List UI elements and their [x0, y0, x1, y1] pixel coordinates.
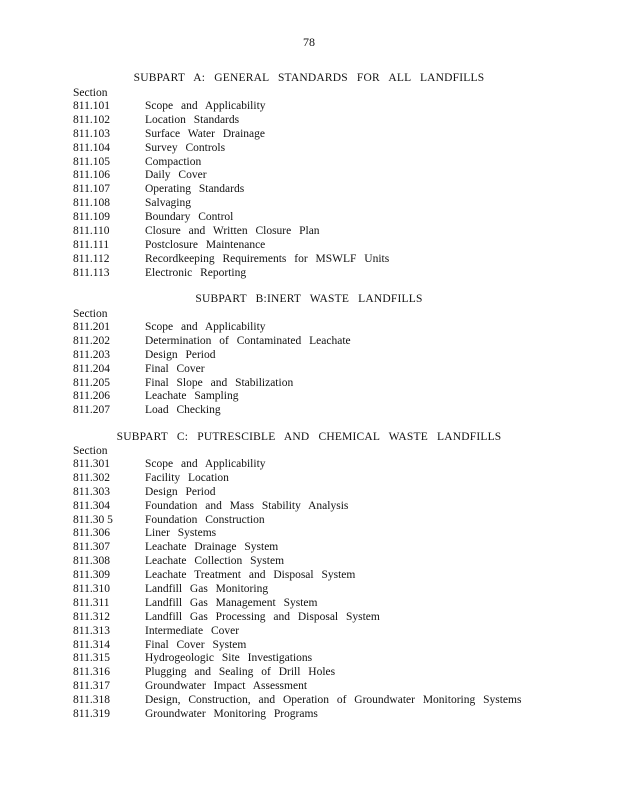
toc-entry: [73, 472, 521, 486]
section-number: 811.307: [73, 541, 110, 554]
toc-entry: [73, 597, 521, 611]
section-title: Foundation Construction: [145, 513, 265, 526]
section-title: Determination of Contaminated Leachate: [145, 334, 351, 347]
toc-entry: [73, 458, 521, 472]
section-title: Recordkeeping Requirements for MSWLF Units: [145, 252, 390, 265]
section-number: 811.311: [73, 596, 110, 609]
section-title: Intermediate Cover: [145, 624, 240, 637]
section-title: Plugging and Sealing of Drill Holes: [145, 666, 336, 679]
subpart-c-entries: [73, 458, 521, 722]
section-number: 811.201: [73, 321, 110, 333]
section-title: Groundwater Monitoring Programs: [145, 708, 318, 721]
section-number: 811.105: [73, 155, 110, 168]
toc-entry: [73, 225, 389, 239]
toc-entry: [73, 142, 389, 156]
section-number: 811.309: [73, 569, 110, 582]
section-number: 811.315: [73, 652, 110, 665]
section-title: Landfill Gas Monitoring: [145, 583, 269, 596]
section-number: 811.104: [73, 141, 110, 154]
section-number: 811.316: [73, 666, 110, 679]
toc-entry: [73, 183, 389, 197]
section-title: Hydrogeologic Site Investigations: [145, 652, 313, 665]
section-number: 811.207: [73, 404, 110, 417]
section-title: Facility Location: [145, 471, 229, 484]
toc-entry: [73, 625, 521, 639]
section-number: 811.306: [73, 527, 110, 540]
section-number: 811.111: [73, 238, 110, 251]
toc-entry: [73, 500, 521, 514]
section-title: Location Standards: [145, 113, 240, 126]
section-title: Leachate Treatment and Disposal System: [145, 569, 356, 582]
subpart-a-title: SUBPART A: GENERAL STANDARDS FOR ALL LANDFILLS: [133, 72, 485, 84]
toc-entry: [73, 514, 521, 528]
subpart-c-title: SUBPART C: PUTRESCIBLE AND CHEMICAL WASTE LANDFILLS: [116, 431, 502, 443]
section-number: 811.30 5: [73, 513, 113, 526]
section-number: 811.312: [73, 610, 110, 623]
subpart-a-section-label: Section: [73, 87, 108, 99]
section-number: 811.314: [73, 638, 110, 651]
section-number: 811.303: [73, 485, 110, 498]
section-number: 811.109: [73, 211, 110, 224]
section-number: 811.203: [73, 348, 110, 361]
toc-entry: [73, 267, 389, 281]
section-title: Final Cover: [145, 362, 205, 375]
section-number: 811.204: [73, 362, 110, 375]
section-title: Boundary Control: [145, 211, 234, 224]
section-title: Landfill Gas Management System: [145, 596, 318, 609]
subpart-b-entries: [73, 321, 351, 418]
toc-entry: [73, 486, 521, 500]
subpart-c-section-label: Section: [73, 445, 108, 457]
section-title: Final Slope and Stabilization: [145, 376, 294, 389]
section-title: Compaction: [145, 155, 202, 168]
toc-entry: [73, 583, 521, 597]
section-title: Scope and Applicability: [145, 321, 266, 333]
toc-entry: [73, 363, 351, 377]
section-title: Load Checking: [145, 404, 221, 417]
section-title: Daily Cover: [145, 169, 207, 182]
section-title: Postclosure Maintenance: [145, 238, 266, 251]
toc-entry: [73, 569, 521, 583]
section-title: Operating Standards: [145, 183, 245, 196]
toc-entry: [73, 169, 389, 183]
subpart-a-entries: [73, 100, 389, 281]
section-title: Design Period: [145, 348, 216, 361]
toc-entry: [73, 639, 521, 653]
section-title: Design, Construction, and Operation of Groundwater Monitoring Systems: [145, 694, 522, 707]
section-title: Landfill Gas Processing and Disposal System: [145, 610, 380, 623]
section-title: Salvaging: [145, 197, 191, 210]
section-title: Closure and Written Closure Plan: [145, 225, 320, 238]
section-title: Surface Water Drainage: [145, 127, 265, 140]
section-number: 811.206: [73, 390, 110, 403]
toc-entry: [73, 527, 521, 541]
section-number: 811.103: [73, 127, 110, 140]
toc-entry: [73, 708, 521, 722]
toc-entry: [73, 239, 389, 253]
section-title: Final Cover System: [145, 638, 247, 651]
section-title: Survey Controls: [145, 141, 226, 154]
section-number: 811.318: [73, 694, 110, 707]
section-number: 811.112: [73, 252, 110, 265]
section-number: 811.304: [73, 499, 110, 512]
toc-entry: [73, 349, 351, 363]
section-title: Scope and Applicability: [145, 100, 266, 112]
toc-entry: [73, 555, 521, 569]
toc-entry: [73, 114, 389, 128]
section-title: Scope and Applicability: [145, 458, 266, 470]
section-number: 811.106: [73, 169, 110, 182]
section-number: 811.302: [73, 471, 110, 484]
toc-entry: [73, 335, 351, 349]
toc-entry: [73, 666, 521, 680]
toc-entry: [73, 128, 389, 142]
toc-entry: [73, 211, 389, 225]
section-number: 811.317: [73, 680, 110, 693]
section-title: Leachate Sampling: [145, 390, 239, 403]
page-number: 78: [303, 35, 315, 49]
subpart-b-title: SUBPART B:INERT WASTE LANDFILLS: [195, 293, 423, 305]
section-number: 811.301: [73, 458, 110, 470]
section-title: Liner Systems: [145, 527, 217, 540]
section-title: Design Period: [145, 485, 216, 498]
section-number: 811.313: [73, 624, 110, 637]
section-title: Leachate Collection System: [145, 555, 285, 568]
section-number: 811.113: [73, 266, 110, 279]
section-number: 811.108: [73, 197, 110, 210]
section-title: Foundation and Mass Stability Analysis: [145, 499, 349, 512]
section-number: 811.205: [73, 376, 110, 389]
toc-entry: [73, 100, 389, 114]
toc-entry: [73, 694, 521, 708]
subpart-b-section-label: Section: [73, 308, 108, 320]
toc-entry: [73, 197, 389, 211]
toc-entry: [73, 390, 351, 404]
toc-entry: [73, 321, 351, 335]
toc-entry: [73, 611, 521, 625]
toc-entry: [73, 156, 389, 170]
section-number: 811.110: [73, 225, 110, 238]
section-number: 811.310: [73, 583, 110, 596]
section-title: Leachate Drainage System: [145, 541, 279, 554]
section-number: 811.101: [73, 100, 110, 112]
toc-entry: [73, 404, 351, 418]
section-title: Groundwater Impact Assessment: [145, 680, 308, 693]
toc-entry: [73, 652, 521, 666]
toc-entry: [73, 377, 351, 391]
toc-entry: [73, 541, 521, 555]
section-number: 811.319: [73, 708, 110, 721]
section-number: 811.202: [73, 334, 110, 347]
toc-entry: [73, 680, 521, 694]
section-title: Electronic Reporting: [145, 266, 247, 279]
section-number: 811.107: [73, 183, 110, 196]
section-number: 811.102: [73, 113, 110, 126]
toc-entry: [73, 253, 389, 267]
section-number: 811.308: [73, 555, 110, 568]
